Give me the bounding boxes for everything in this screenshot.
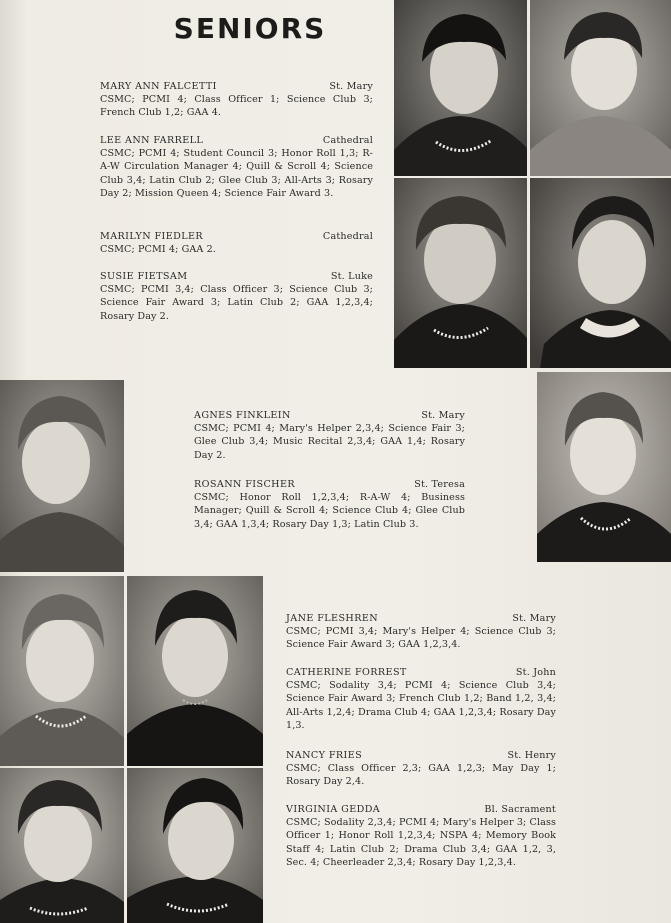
senior-entry-fries — [286, 749, 556, 789]
senior-entry-finklein — [194, 409, 465, 462]
page-title: SENIORS — [173, 12, 327, 45]
senior-name: NANCY FRIES — [286, 750, 363, 761]
portrait-photo — [394, 178, 527, 368]
senior-parish: St. John — [515, 667, 556, 678]
senior-activities: CSMC; PCMI 4; Student Council 3; Honor Roll 1,3; R-A-W Circulation Manager 4; Quill & Scroll 4; Science Club 3,4; Latin Club 2; Glee Club 3; All-Arts 3; Rosary Day 2; Mission Queen 4; Science Fair Award 3. — [100, 148, 373, 199]
portrait-photo — [530, 178, 671, 368]
senior-parish: Cathedral — [322, 231, 373, 242]
portrait-photo — [0, 380, 124, 572]
portrait-photo — [530, 0, 671, 176]
senior-name: MARILYN FIEDLER — [100, 231, 204, 242]
portrait-photo — [537, 372, 671, 562]
senior-entry-gedda — [286, 803, 556, 869]
senior-activities: CSMC; PCMI 3,4; Mary's Helper 4; Science Club 3; Science Fair Award 3; GAA 1,2,3,4. — [286, 626, 556, 651]
senior-parish: St. Mary — [421, 410, 465, 421]
senior-entry-fischer — [194, 478, 465, 531]
senior-name: ROSANN FISCHER — [194, 479, 295, 490]
portrait-photo — [127, 768, 263, 923]
senior-activities: CSMC; PCMI 4; GAA 2. — [100, 244, 216, 256]
portrait-photo — [0, 576, 124, 766]
senior-entry-fiedler — [100, 230, 373, 256]
senior-activities: CSMC; Sodality 2,3,4; PCMI 4; Mary's Helper 3; Class Officer 1; Honor Roll 1,2,3,4; NSPA 4; Memory Book Staff 4; Latin Club 2; Drama Club 3,4; GAA 1,2, 3, Sec. 4; Cheerleader 2,3,4; Rosary Day 1,2,3,4. — [286, 817, 556, 868]
senior-name: VIRGINIA GEDDA — [286, 804, 381, 815]
senior-entry-falcetti — [100, 80, 373, 120]
senior-entry-farrell — [100, 134, 373, 200]
portrait-photo — [0, 768, 124, 923]
senior-parish: St. Mary — [329, 81, 373, 92]
senior-parish: St. Luke — [330, 271, 373, 282]
senior-entry-fleshren — [286, 612, 556, 652]
senior-activities: CSMC; Sodality 3,4; PCMI 4; Science Club 3,4; Science Fair Award 3; French Club 1,2; Band 1,2, 3,4; All-Arts 1,2,4; Drama Club 4; GAA 1,2,3,4; Rosary Day 1,3. — [286, 680, 556, 731]
senior-activities: CSMC; PCMI 3,4; Class Officer 3; Science Club 3; Science Fair Award 3; Latin Club 2; GAA 1,2,3,4; Rosary Day 2. — [100, 284, 373, 322]
senior-name: SUSIE FIETSAM — [100, 271, 188, 282]
portrait-photo — [394, 0, 527, 176]
senior-name: MARY ANN FALCETTI — [100, 81, 217, 92]
senior-activities: CSMC; PCMI 4; Class Officer 1; Science Club 3; French Club 1,2; GAA 4. — [100, 94, 373, 119]
senior-parish: Cathedral — [322, 135, 373, 146]
portrait-photo — [127, 576, 263, 766]
senior-parish: Bl. Sacrament — [484, 804, 556, 815]
senior-name: AGNES FINKLEIN — [194, 410, 291, 421]
senior-name: CATHERINE FORREST — [286, 667, 407, 678]
senior-activities: CSMC; PCMI 4; Mary's Helper 2,3,4; Science Fair 3; Glee Club 3,4; Music Recital 2,3,4; GAA 1,4; Rosary Day 2. — [194, 423, 465, 461]
senior-name: JANE FLESHREN — [286, 613, 379, 624]
senior-activities: CSMC; Class Officer 2,3; GAA 1,2,3; May Day 1; Rosary Day 2,4. — [286, 763, 556, 788]
senior-activities: CSMC; Honor Roll 1,2,3,4; R-A-W 4; Business Manager; Quill & Scroll 4; Science Club 4; Glee Club 3,4; GAA 1,3,4; Rosary Day 1,3; Latin Club 3. — [194, 492, 465, 530]
senior-parish: St. Mary — [512, 613, 556, 624]
senior-entry-fietsam — [100, 270, 373, 323]
senior-name: LEE ANN FARRELL — [100, 135, 204, 146]
senior-parish: St. Henry — [507, 750, 556, 761]
senior-entry-forrest — [286, 666, 556, 732]
senior-parish: St. Teresa — [414, 479, 465, 490]
